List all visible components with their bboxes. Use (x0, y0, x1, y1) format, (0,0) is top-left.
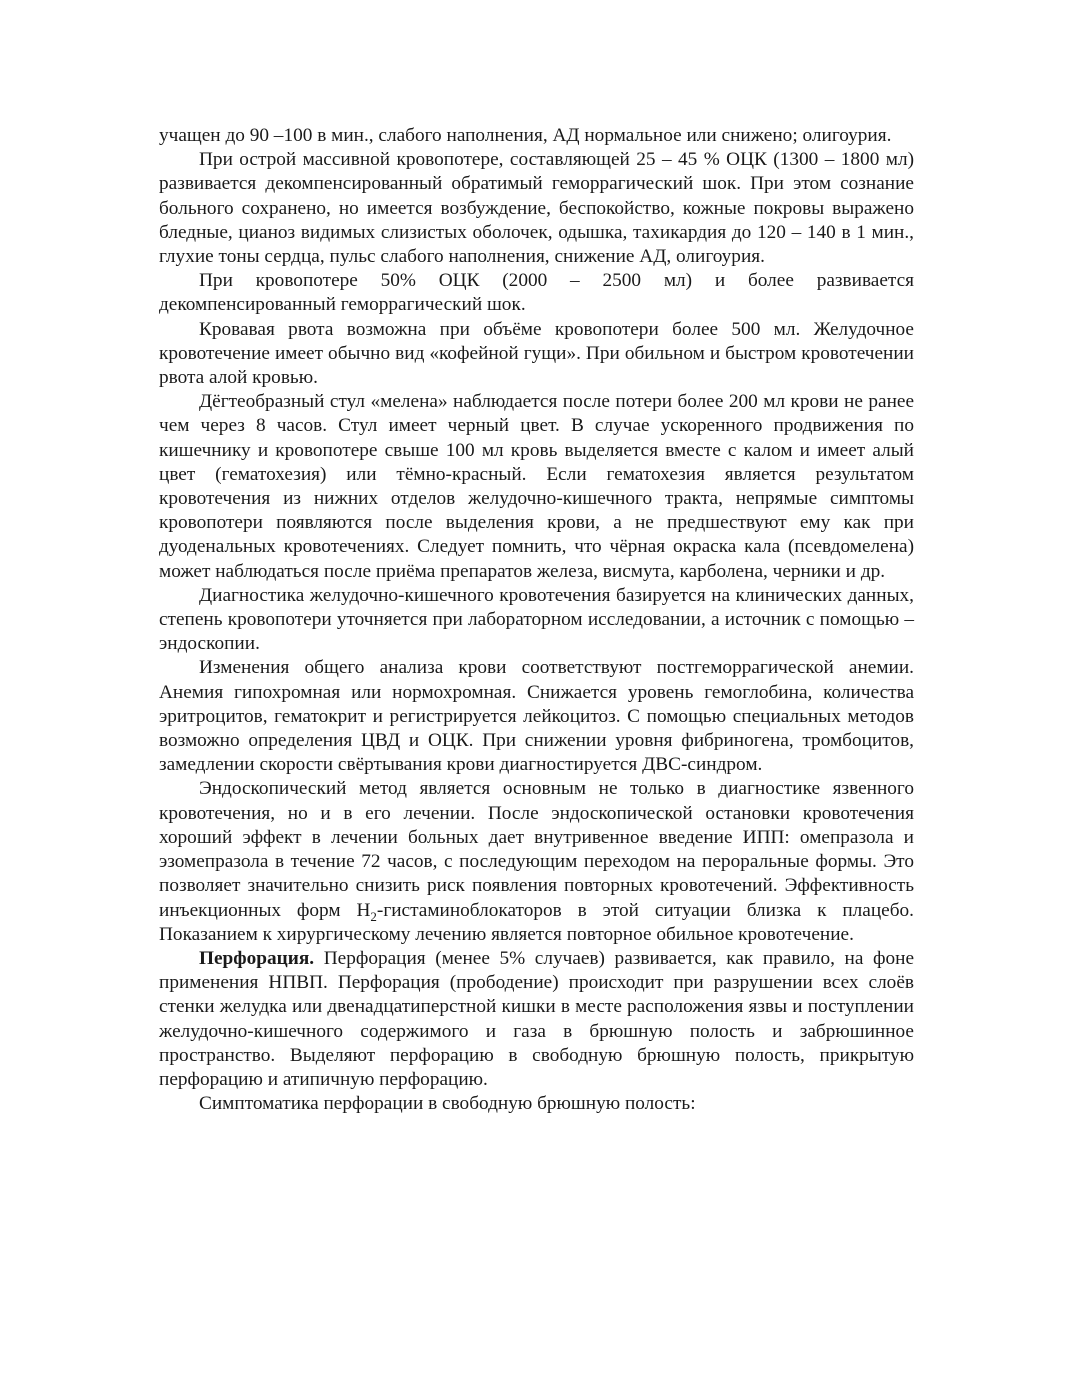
section-heading: Перфорация. (199, 947, 315, 969)
paragraph-text: Кровавая рвота возможна при объёме кровопотери более 500 мл. Желудочное кровотечение имеет обычно вид «кофейной гущи». При обильном и быстром кровотечении рвота алой кровью. (159, 318, 914, 389)
paragraph-text-before: Эндоскопический метод является основным не только в диагностике язвенного кровотечения, но и в его лечении. После эндоскопической остановки кровотечения хороший эффект в лечении больных дает внутривенное введение ИПП: омепразола и эзомепразола в течение 72 часов, с последующим переходом на пероральные формы. Это позволяет значительно снизить риск появления повторных кровотечений. Эффективность инъекционных форм Н (159, 778, 914, 921)
paragraph-blood-analysis (159, 656, 914, 777)
paragraph-symptoms (159, 1092, 914, 1116)
paragraph-diagnostics (159, 584, 914, 657)
paragraph-text: Изменения общего анализа крови соответствуют постгеморрагической анемии. Анемия гипохромная или нормохромная. Снижается уровень гемоглобина, количества эритроцитов, гематокрит и регистрируется лейкоцитоз. С помощью специальных методов возможно определения ЦВД и ОЦК. При снижении уровня фибриногена, тромбоцитов, замедлении скорости свёртывания крови диагностируется ДВС-синдром. (159, 657, 914, 776)
paragraph-perforation (159, 947, 914, 1092)
paragraph-endoscopy (159, 777, 914, 946)
paragraph-pulse-continuation (159, 124, 914, 148)
paragraph-text: Дёгтеобразный стул «мелена» наблюдается после потери более 200 мл крови не ранее чем через 8 часов. Стул имеет черный цвет. В случае ускоренного продвижения по кишечнику и кровопотере свыше 100 мл кровь выделяется вместе с калом и имеет алый цвет (гематохезия) или тёмно-красный. Если гематохезия является результатом кровотечения из нижних отделов желудочно-кишечного тракта, непрямые симптомы кровопотери появляются после выделения крови, а не предшествуют ему как при дуоденальных кровотечениях. Следует помнить, что чёрная окраска кала (псевдомелена) может наблюдаться после приёма препаратов железа, висмута, карболена, черники и др. (159, 391, 914, 582)
subscript: 2 (370, 908, 377, 924)
paragraph-text: Перфорация (менее 5% случаев) развивается, как правило, на фоне применения НПВП. Перфорация (прободение) происходит при разрушении всех слоёв стенки желудка или двенадцатиперстной кишки в месте расположения язвы и поступлении желудочно-кишечного содержимого и газа в брюшную полость и забрюшинное пространство. Выделяют перфорацию в свободную брюшную полость, прикрытую перфорацию и атипичную перфорацию. (159, 947, 914, 1090)
paragraph-text: учащен до 90 –100 в мин., слабого наполнения, АД нормальное или снижено; олигоурия. (159, 125, 892, 146)
document-page (159, 124, 914, 1116)
paragraph-blood-loss-50 (159, 269, 914, 317)
paragraph-text: Симптоматика перфорации в свободную брюшную полость: (199, 1093, 696, 1115)
paragraph-text: Диагностика желудочно-кишечного кровотечения базируется на клинических данных, степень кровопотери уточняется при лабораторном исследовании, а источник с помощью – эндоскопии. (159, 584, 914, 655)
paragraph-melena (159, 390, 914, 584)
paragraph-text: При острой массивной кровопотере, составляющей 25 – 45 % ОЦК (1300 – 1800 мл) развивается декомпенсированный обратимый геморрагический шок. При этом сознание больного сохранено, но имеется возбуждение, беспокойство, кожные покровы выражено бледные, цианоз видимых слизистых оболочек, одышка, тахикардия до 120 – 140 в 1 мин., глухие тоны сердца, пульс слабого наполнения, снижение АД, олигоурия. (159, 149, 914, 268)
paragraph-bloody-vomit (159, 318, 914, 391)
paragraph-massive-blood-loss (159, 148, 914, 269)
paragraph-text: При кровопотере 50% ОЦК (2000 – 2500 мл) и более развивается декомпенсированный геморрагический шок. (159, 270, 914, 316)
paragraph-text-after: -гистаминоблокаторов в этой ситуации близка к плацебо. Показанием к хирургическому лечению является повторное обильное кровотечение. (159, 899, 914, 945)
